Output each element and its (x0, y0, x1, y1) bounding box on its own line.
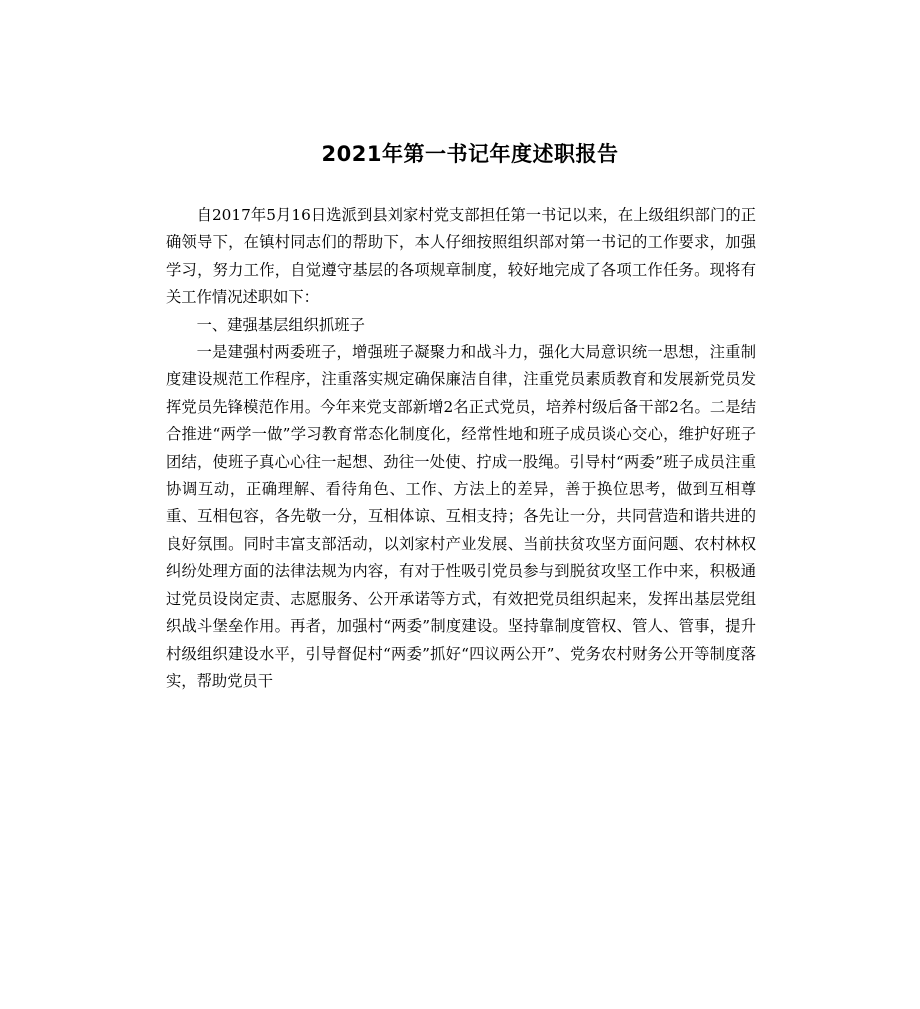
body-paragraph: 一是建强村两委班子，增强班子凝聚力和战斗力，强化大局意识统一思想，注重制度建设规范工作程序，注重落实规定确保廉洁自律，注重党员素质教育和发展新党员发挥党员先锋模范作用。今年来党支部新增2名正式党员，培养村级后备干部2名。二是结合推进“两学一做”学习教育常态化制度化，经常性地和班子成员谈心交心，维护好班子团结，使班子真心心往一起想、劲往一处使、拧成一股绳。引导村“两委”班子成员注重协调互动，正确理解、看待角色、工作、方法上的差异，善于换位思考，做到互相尊重、互相包容，各先敬一分，互相体谅、互相支持；各先让一分，共同营造和谐共进的良好氛围。同时丰富支部活动，以刘家村产业发展、当前扶贫攻坚方面问题、农村林权纠纷处理方面的法律法规为内容，有对于性吸引党员参与到脱贫攻坚工作中来，积极通过党员设岗定责、志愿服务、公开承诺等方式，有效把党员组织起来，发挥出基层党组织战斗堡垒作用。再者，加强村“两委”制度建设。坚持靠制度管权、管人、管事，提升村级组织建设水平，引导督促村“两委”抓好“四议两公开”、党务农村财务公开等制度落实，帮助党员干 (166, 343, 756, 690)
document-title: 2021年第一书记年度述职报告 (321, 142, 619, 166)
intro-paragraph: 自2017年5月16日选派到县刘家村党支部担任第一书记以来，在上级组织部门的正确领导下，在镇村同志们的帮助下，本人仔细按照组织部对第一书记的工作要求，加强学习，努力工作，自觉遵守基层的各项规章制度，较好地完成了各项工作任务。现将有关工作情况述职如下： (166, 206, 756, 307)
section-heading: 一、建强基层组织抓班子 (196, 315, 365, 334)
document-body (166, 202, 756, 695)
